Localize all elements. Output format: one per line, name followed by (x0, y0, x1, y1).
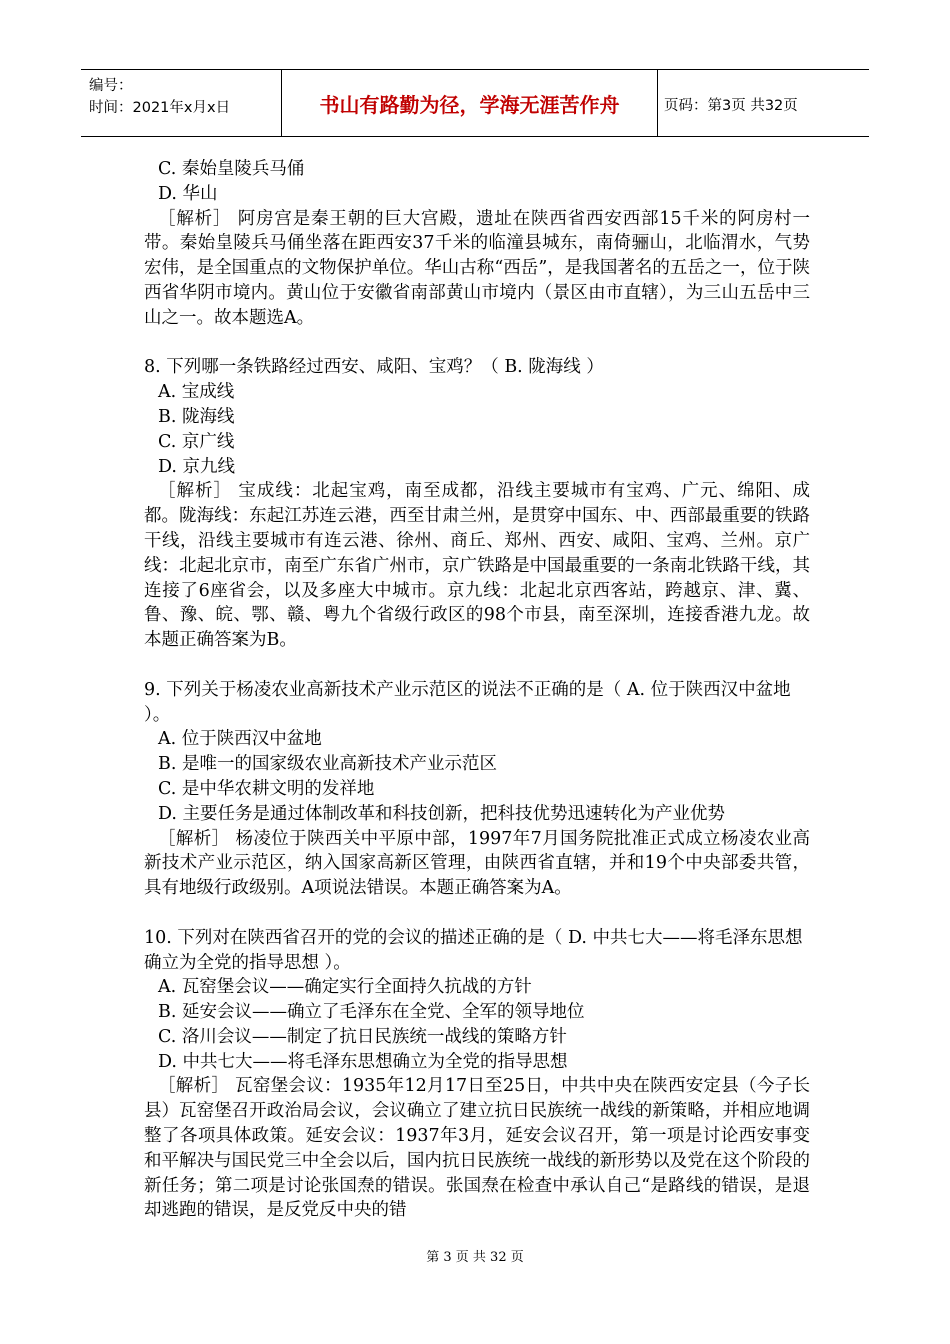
q8-analysis: ［解析］ 宝成线：北起宝鸡，南至成都，沿线主要城市有宝鸡、广元、绵阳、成都。陇海线：东起江苏连云港，西至甘肃兰州，是贯穿中国东、中、西部最重要的铁路干线，沿线主要城市有连云港、徐州、商丘、郑州、西安、咸阳、宝鸡、兰州。京广线：北起北京市，南至广东省广州市，京广铁路是中国最重要的一条南北铁路干线，其连接了6座省会，以及多座大中城市。京九线：北起北京西客站，跨越京、津、冀、鲁、豫、皖、鄂、赣、粤九个省级行政区的98个市县，南至深圳，连接香港九龙。故本题正确答案为B。 (144, 481, 810, 651)
q7-option-d: D. 华山 (158, 183, 218, 204)
document-body (144, 157, 810, 1223)
page-header (81, 69, 869, 137)
q10-option-c: C. 洛川会议——制定了抗日民族统一战线的策略方针 (158, 1026, 567, 1047)
q9-option-c: C. 是中华农耕文明的发祥地 (158, 778, 375, 799)
q10-option-b: B. 延安会议——确立了毛泽东在全党、全军的领导地位 (158, 1002, 585, 1023)
q7-option-c: C. 秦始皇陵兵马俑 (158, 159, 305, 179)
q8-option-a: A. 宝成线 (158, 382, 235, 403)
q8-option-d: D. 京九线 (158, 456, 236, 477)
header-motto: 书山有路勤为径，学海无涯苦作舟 (319, 92, 620, 117)
q10-option-a: A. 瓦窑堡会议——确定实行全面持久抗战的方针 (158, 977, 532, 998)
header-meta (89, 75, 230, 119)
q9-option-b: B. 是唯一的国家级农业高新技术产业示范区 (158, 754, 497, 775)
header-page-info: 页码：第3页 共32页 (664, 98, 798, 114)
q8-question: 8. 下列哪一条铁路经过西安、咸阳、宝鸡？（ B. 陇海线 ） (144, 357, 604, 378)
q9-option-d: D. 主要任务是通过体制改革和科技创新，把科技优势迅速转化为产业优势 (158, 803, 726, 824)
q8-option-b: B. 陇海线 (158, 406, 235, 427)
q10-question: 10. 下列对在陕西省召开的党的会议的描述正确的是（ D. 中共七大——将毛泽东思想确立为全党的指导思想 ）。 (144, 927, 803, 973)
number-label: 编号： (89, 78, 133, 94)
page-footer: 第 3 页 共 32 页 (426, 1250, 524, 1265)
q8-option-c: C. 京广线 (158, 431, 235, 452)
q9-analysis: ［解析］ 杨凌位于陕西关中平原中部，1997年7月国务院批准正式成立杨凌农业高新技术产业示范区，纳入国家高新区管理，由陕西省直辖，并和19个中央部委共管，具有地级行政级别。A项说法错误。本题正确答案为A。 (144, 828, 810, 899)
q9-question: 9. 下列关于杨凌农业高新技术产业示范区的说法不正确的是（ A. 位于陕西汉中盆地 ）。 (144, 679, 791, 725)
q10-option-d: D. 中共七大——将毛泽东思想确立为全党的指导思想 (158, 1051, 568, 1072)
q7-analysis: ［解析］ 阿房宫是秦王朝的巨大宫殿，遗址在陕西省西安西部15千米的阿房村一带。秦始皇陵兵马俑坐落在距西安37千米的临潼县城东，南倚骊山，北临渭水，气势宏伟，是全国重点的文物保护单位。华山古称“西岳”，是我国著名的五岳之一，位于陕西省华阴市境内。黄山位于安徽省南部黄山市境内（景区由市直辖），为三山五岳中三山之一。故本题选A。 (144, 208, 810, 328)
time-label: 时间：2021年x月x日 (89, 100, 231, 116)
header-divider (657, 70, 658, 136)
q9-option-a: A. 位于陕西汉中盆地 (158, 729, 322, 750)
q10-analysis: ［解析］ 瓦窑堡会议：1935年12月17日至25日，中共中央在陕西安定县（今子长县）瓦窑堡召开政治局会议，会议确立了建立抗日民族统一战线的新策略，并相应地调整了各项具体政策。延安会议：1937年3月，延安会议召开，第一项是讨论西安事变和平解决与国民党三中全会以后，国内抗日民族统一战线的新形势以及党在这个阶段的新任务；第二项是讨论张国焘的错误。张国焘在检查中承认自己“是路线的错误，是退却逃跑的错误，是反党反中央的错 (144, 1076, 810, 1221)
